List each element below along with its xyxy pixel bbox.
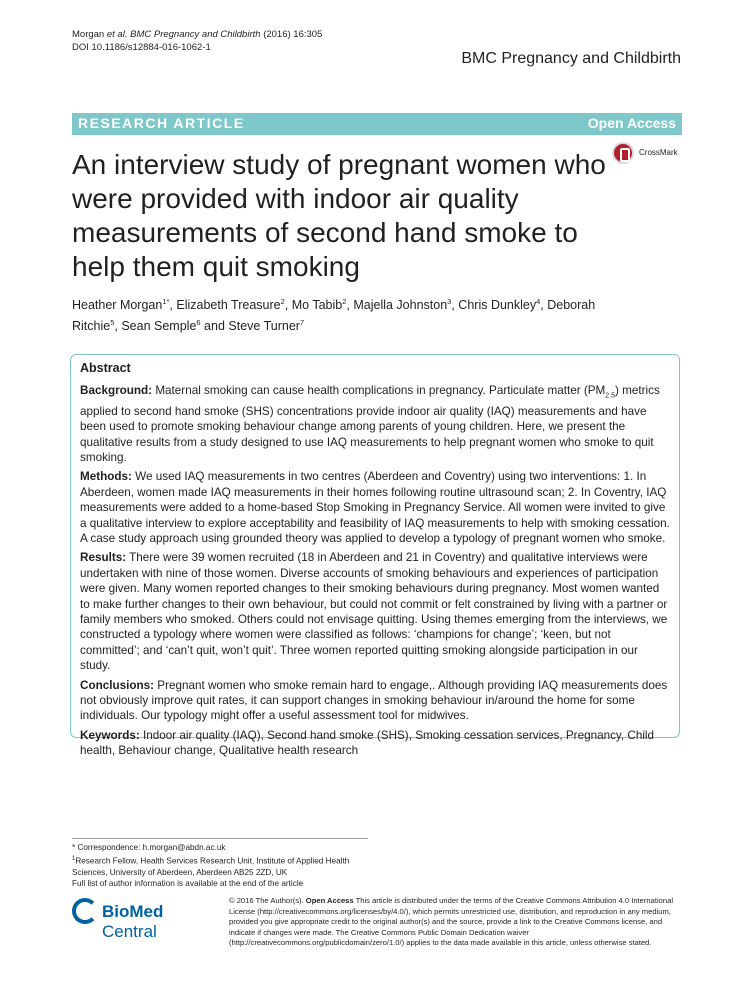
abstract-conclusions: Conclusions: Pregnant women who smoke remain hard to engage,. Although providing IAQ measurements does not obviously improve quit rates, it can support changes in smoking behaviour in/around the home for some individuals. Our typology might offer a useful assessment tool for midwives. bbox=[80, 678, 668, 723]
author: Chris Dunkley$^4$ bbox=[458, 297, 541, 313]
author: Steve Turner$^7$ bbox=[228, 318, 305, 334]
author-info-note: Full list of author information is available at the end of the article bbox=[72, 879, 304, 889]
correspondence[interactable]: * Correspondence: h.morgan@abdn.ac.uk bbox=[72, 843, 226, 852]
biomed-ring-icon bbox=[72, 898, 98, 924]
abstract-results: Results: There were 39 women recruited (18 in Aberdeen and 21 in Coventry) and qualitative interviews were undertaken with nine of those women. Diverse accounts of smoking behaviours and experiences of participation were given. Many women reported changes to their smoking behaviours during pregnancy. Most women wanted to make further changes to their own behaviour, but could not commit or felt constrained by living with a partner or family members who smoked. Others could not envisage quitting. Using themes emerging from the interviews, we constructed a typology where women were classified as follows: ‘champions for change’; ‘keen, but not committed’; and ‘can’t quit, won’t quit’. Three women reported quitting smoking alongside participation in our study. bbox=[80, 551, 668, 673]
author: Sean Semple$^6$ bbox=[121, 318, 201, 334]
article-type: RESEARCH ARTICLE bbox=[78, 115, 245, 131]
publisher-name: BioMed Central bbox=[102, 902, 164, 941]
article-title: An interview study of pregnant women who were provided with indoor air quality measurements of second hand smoke to help them quit smoking bbox=[72, 149, 606, 282]
license-statement: © 2016 The Author(s). Open Access This article is distributed under the terms of the Creative Commons Attribution 4.0 International License (http://creativecommons.org/licenses/by/4.0/), which permits unrestricted use, distribution, and reproduction in any medium, provided you give appropriate credit to the original author(s) and the source, provide a link to the Creative Commons license, and indicate if changes were made. The Creative Commons Public Domain Dedication waiver (http://creativecommons.org/publicdomain/zero/1.0/) applies to the data made available in this article, unless otherwise stated. bbox=[229, 896, 674, 948]
footnote-divider bbox=[72, 838, 368, 839]
article-type-banner bbox=[72, 113, 682, 135]
author: Elizabeth Treasure$^2$ bbox=[176, 297, 285, 313]
crossmark-icon bbox=[612, 142, 634, 164]
abstract-heading: Abstract bbox=[80, 361, 131, 375]
open-access-label: Open Access bbox=[587, 115, 676, 131]
footnotes bbox=[72, 842, 382, 890]
citation-header bbox=[72, 28, 322, 54]
citation-author: Morgan bbox=[72, 29, 105, 40]
author: Deborah Ritchie$^5$ bbox=[72, 298, 596, 334]
biomed-central-logo bbox=[72, 898, 222, 941]
citation-journal: BMC Pregnancy and Childbirth bbox=[130, 29, 261, 40]
crossmark-label: CrossMark bbox=[639, 148, 678, 157]
abstract-keywords: Keywords: Indoor air quality (IAQ), Second hand smoke (SHS), Smoking cessation services, Pregnancy, Child health, Behaviour change, Qualitative health research bbox=[80, 728, 655, 758]
abstract-methods: Methods: We used IAQ measurements in two centres (Aberdeen and Coventry) using two interventions: 1. In Aberdeen, women made IAQ measurements in their homes following routine ultrasound scan; 2. In Coventry, IAQ measurements were added to a home-based Stop Smoking in Pregnancy Service. All women were invited to give a qualitative interview to explore acceptability and feasibility of IAQ measurements to help with smoking cessation. A case study approach using grounded theory was applied to develop a typology of pregnant women who smoke. bbox=[80, 470, 670, 545]
author: Heather Morgan$^{1*}$ bbox=[72, 297, 170, 313]
abstract-background: Background: Maternal smoking can cause health complications in pregnancy. Particulate matter $(PM_{2.5})$ metrics applied to second hand smoke (SHS) concentrations provide indoor air quality (IAQ) measurements and have been used to promote smoking behaviour change among parents of young children. Here, we present the qualitative results from a study designed to use IAQ measurements to help pregnant women who smoke to quit smoking. bbox=[80, 384, 660, 464]
abstract-box bbox=[70, 354, 680, 758]
citation-etal: et al. bbox=[106, 29, 128, 40]
author: Mo Tabib$^2$ bbox=[291, 297, 347, 313]
doi: DOI 10.1186/s12884-016-1062-1 bbox=[72, 42, 211, 53]
affiliation-1: $^1$Research Fellow, Health Services Research Unit, Institute of Applied Health Sciences, University of Aberdeen, Aberdeen AB25 2ZD, UK bbox=[72, 855, 350, 877]
crossmark-badge[interactable] bbox=[612, 142, 692, 168]
author-list: Heather Morgan$^{1*}$, Elizabeth Treasure$^2$, Mo Tabib$^2$, Majella Johnston$^3$, Chris Dunkley$^4$, Deborah Ritchie$^5$, Sean Semple$^6$ and Steve Turner$^7$ bbox=[72, 297, 596, 334]
author: Majella Johnston$^3$ bbox=[353, 297, 452, 313]
citation-year-volume: (2016) 16:305 bbox=[263, 29, 323, 40]
journal-name: BMC Pregnancy and Childbirth bbox=[461, 50, 681, 67]
